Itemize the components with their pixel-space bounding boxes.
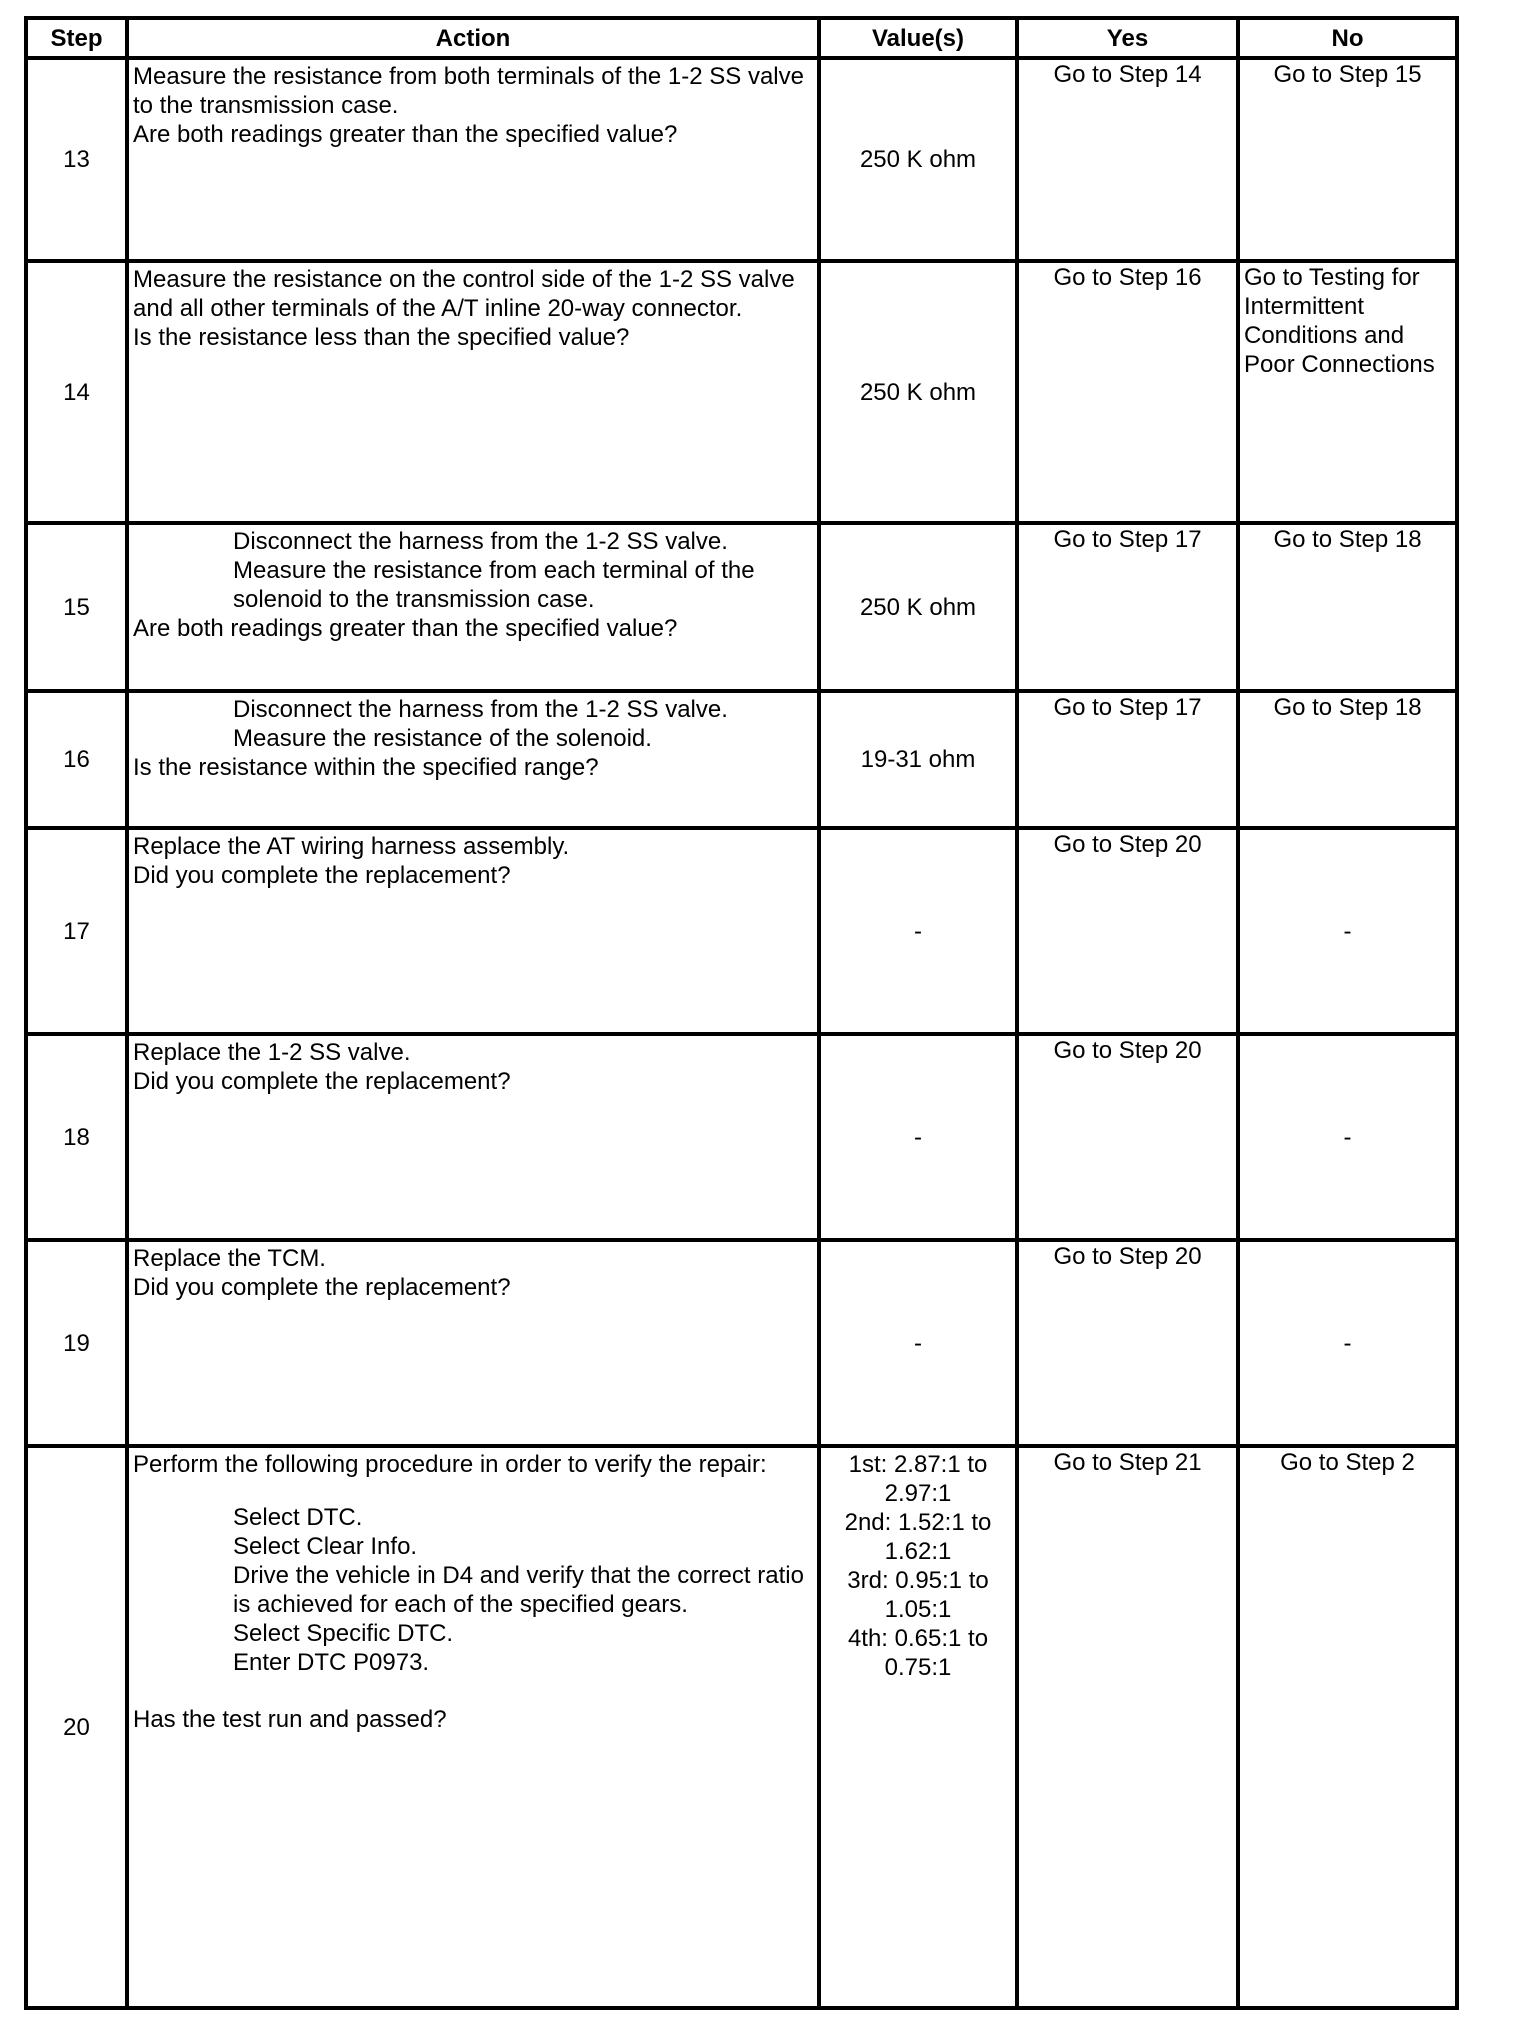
action-cell xyxy=(127,261,819,523)
action-cell xyxy=(127,523,819,691)
no-cell xyxy=(1238,691,1457,828)
yes-link: Go to Step 17 xyxy=(1053,694,1202,721)
action-steps xyxy=(133,695,813,753)
table-row-13 xyxy=(26,58,1457,261)
table-row-20 xyxy=(26,1446,1457,2008)
value-cell: - xyxy=(819,1034,1017,1240)
value-cell: 250 K ohm xyxy=(819,523,1017,691)
question-text: Is the resistance less than the specified value? xyxy=(133,324,630,351)
yes-cell xyxy=(1017,523,1238,691)
action-line: Disconnect the harness from the 1-2 SS valve. xyxy=(233,528,728,555)
no-link: Go to Step 18 xyxy=(1273,694,1422,721)
step-number: 20 xyxy=(26,1446,127,2008)
table-row-18 xyxy=(26,1034,1457,1240)
no-cell xyxy=(1238,58,1457,261)
step-number: 15 xyxy=(26,523,127,691)
no-cell xyxy=(1238,261,1457,523)
header-no: No xyxy=(1238,18,1457,58)
list-item: Enter DTC P0973. xyxy=(233,1649,430,1676)
yes-cell xyxy=(1017,58,1238,261)
yes-link: Go to Step 20 xyxy=(1053,831,1202,858)
value-cell: 250 K ohm xyxy=(819,261,1017,523)
question-text: Did you complete the replacement? xyxy=(133,1068,511,1095)
question-text: Is the resistance within the specified range? xyxy=(133,754,599,781)
action-cell xyxy=(127,691,819,828)
header-row xyxy=(26,18,1457,58)
yes-link: Go to Step 21 xyxy=(1053,1449,1202,1476)
action-line: Disconnect the harness from the 1-2 SS valve. xyxy=(233,696,728,723)
action-cell xyxy=(127,828,819,1034)
step-number: 16 xyxy=(26,691,127,828)
no-cell xyxy=(1238,1446,1457,2008)
table-row-14 xyxy=(26,261,1457,523)
diagnostic-table xyxy=(24,16,1459,2010)
yes-link: Go to Step 20 xyxy=(1053,1037,1202,1064)
gear-ratio-1st: 1st: 2.87:1 to 2.97:1 xyxy=(848,1451,988,1507)
action-text: Replace the 1-2 SS valve. xyxy=(133,1039,411,1066)
list-item: Select Specific DTC. xyxy=(233,1620,454,1647)
value-cell: 250 K ohm xyxy=(819,58,1017,261)
no-link: Go to Step 15 xyxy=(1273,61,1422,88)
yes-link: Go to Step 16 xyxy=(1053,264,1202,291)
yes-cell xyxy=(1017,691,1238,828)
procedure-list xyxy=(133,1503,813,1677)
gear-ratio-2nd: 2nd: 1.52:1 to 1.62:1 xyxy=(844,1509,992,1565)
action-cell xyxy=(127,1240,819,1446)
gear-ratio-4th: 4th: 0.65:1 to 0.75:1 xyxy=(847,1625,989,1681)
no-cell: - xyxy=(1238,1240,1457,1446)
table-row-17 xyxy=(26,828,1457,1034)
action-text: Perform the following procedure in order to verify the repair: xyxy=(133,1451,767,1478)
no-cell: - xyxy=(1238,1034,1457,1240)
yes-cell xyxy=(1017,828,1238,1034)
step-number: 17 xyxy=(26,828,127,1034)
yes-cell xyxy=(1017,1240,1238,1446)
action-cell xyxy=(127,58,819,261)
value-cell: - xyxy=(819,828,1017,1034)
list-item: Drive the vehicle in D4 and verify that the correct ratio is achieved for each of the specified gears. xyxy=(233,1562,804,1618)
value-cell: - xyxy=(819,1240,1017,1446)
yes-link: Go to Step 20 xyxy=(1053,1243,1202,1270)
table-row-19 xyxy=(26,1240,1457,1446)
value-cell: 19-31 ohm xyxy=(819,691,1017,828)
table-row-16 xyxy=(26,691,1457,828)
header-action: Action xyxy=(127,18,819,58)
header-yes: Yes xyxy=(1017,18,1238,58)
no-link: Go to Testing for Intermittent Conditions and Poor Connections xyxy=(1244,264,1435,378)
action-line: Measure the resistance of the solenoid. xyxy=(233,725,652,752)
header-step: Step xyxy=(26,18,127,58)
no-link: Go to Step 2 xyxy=(1280,1449,1415,1476)
question-text: Did you complete the replacement? xyxy=(133,1274,511,1301)
action-line: Measure the resistance from each terminal of the solenoid to the transmission case. xyxy=(233,557,755,613)
list-item: Select Clear Info. xyxy=(233,1533,418,1560)
yes-link: Go to Step 17 xyxy=(1053,526,1202,553)
step-number: 18 xyxy=(26,1034,127,1240)
no-cell xyxy=(1238,523,1457,691)
step-number: 13 xyxy=(26,58,127,261)
action-text: Measure the resistance from both terminals of the 1-2 SS valve to the transmission case. xyxy=(133,63,804,119)
no-link: Go to Step 18 xyxy=(1273,526,1422,553)
action-cell xyxy=(127,1446,819,2008)
question-text: Are both readings greater than the specified value? xyxy=(133,615,678,642)
gear-ratio-3rd: 3rd: 0.95:1 to 1.05:1 xyxy=(847,1567,989,1623)
action-cell xyxy=(127,1034,819,1240)
question-text: Are both readings greater than the specified value? xyxy=(133,121,678,148)
question-text: Did you complete the replacement? xyxy=(133,862,511,889)
action-text: Replace the AT wiring harness assembly. xyxy=(133,833,570,860)
action-text: Replace the TCM. xyxy=(133,1245,326,1272)
yes-cell xyxy=(1017,261,1238,523)
list-item: Select DTC. xyxy=(233,1504,363,1531)
step-number: 14 xyxy=(26,261,127,523)
no-cell: - xyxy=(1238,828,1457,1034)
value-cell xyxy=(819,1446,1017,2008)
yes-cell xyxy=(1017,1446,1238,2008)
table-row-15 xyxy=(26,523,1457,691)
action-text: Measure the resistance on the control side of the 1-2 SS valve and all other terminals of the A/T inline 20-way connector. xyxy=(133,266,795,322)
step-number: 19 xyxy=(26,1240,127,1446)
header-values: Value(s) xyxy=(819,18,1017,58)
question-text: Has the test run and passed? xyxy=(133,1706,447,1733)
yes-cell xyxy=(1017,1034,1238,1240)
action-steps xyxy=(133,527,813,614)
yes-link: Go to Step 14 xyxy=(1053,61,1202,88)
